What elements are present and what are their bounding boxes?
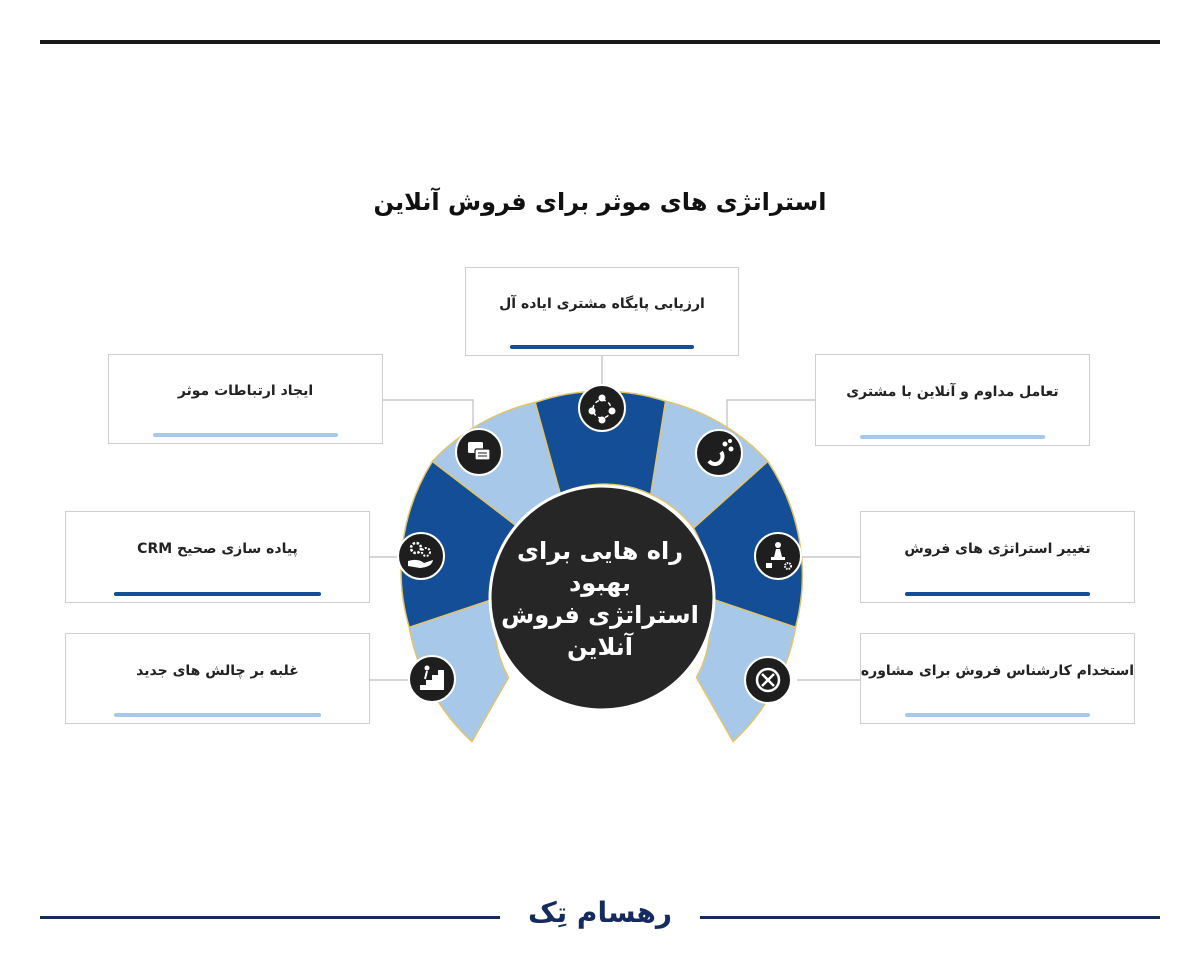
page-title: استراتژی های موثر برای فروش آنلاین xyxy=(373,188,827,216)
people-cycle-icon xyxy=(579,385,625,431)
stairs-climb-icon xyxy=(409,656,455,702)
brand-logo: رهسام تِک xyxy=(528,896,672,929)
gear-hand-icon xyxy=(398,533,444,579)
accent-bar xyxy=(905,592,1091,596)
info-box-effective-communication xyxy=(108,354,383,444)
center-heading xyxy=(490,535,710,663)
center-line-3: آنلاین xyxy=(566,633,634,661)
center-line-2: استراتژی فروش xyxy=(501,601,699,629)
magnet-icon xyxy=(696,430,742,476)
accent-bar xyxy=(153,433,339,437)
box-label: غلبه بر چالش های جدید xyxy=(136,662,299,679)
info-box-hire-expert xyxy=(860,633,1135,724)
box-label: استخدام کارشناس فروش برای مشاوره xyxy=(860,662,1135,679)
accent-bar xyxy=(114,713,320,717)
footer-line-left xyxy=(40,916,500,919)
close-circle-icon xyxy=(745,657,791,703)
box-label: تعامل مداوم و آنلاین با مشتری xyxy=(846,384,1059,400)
chess-strategy-icon xyxy=(755,533,801,579)
info-box-change-strategy xyxy=(860,511,1135,603)
accent-bar xyxy=(860,435,1046,439)
box-label: تغییر استراتژی های فروش xyxy=(904,541,1091,557)
accent-bar xyxy=(510,345,695,349)
info-box-new-challenges xyxy=(65,633,370,724)
info-box-crm xyxy=(65,511,370,603)
accent-bar xyxy=(114,592,320,596)
center-line-1: راه هایی برای بهبود xyxy=(516,537,684,597)
box-label: پیاده سازی صحیح CRM xyxy=(137,541,298,557)
footer-line-right xyxy=(700,916,1160,919)
info-box-customer-engagement xyxy=(815,354,1090,446)
box-label: ارزیابی پایگاه مشتری ایاده آل xyxy=(499,295,705,312)
chat-icon xyxy=(456,429,502,475)
info-box-customer-base xyxy=(465,267,739,356)
accent-bar xyxy=(905,713,1091,717)
box-label: ایجاد ارتباطات موثر xyxy=(177,383,314,399)
